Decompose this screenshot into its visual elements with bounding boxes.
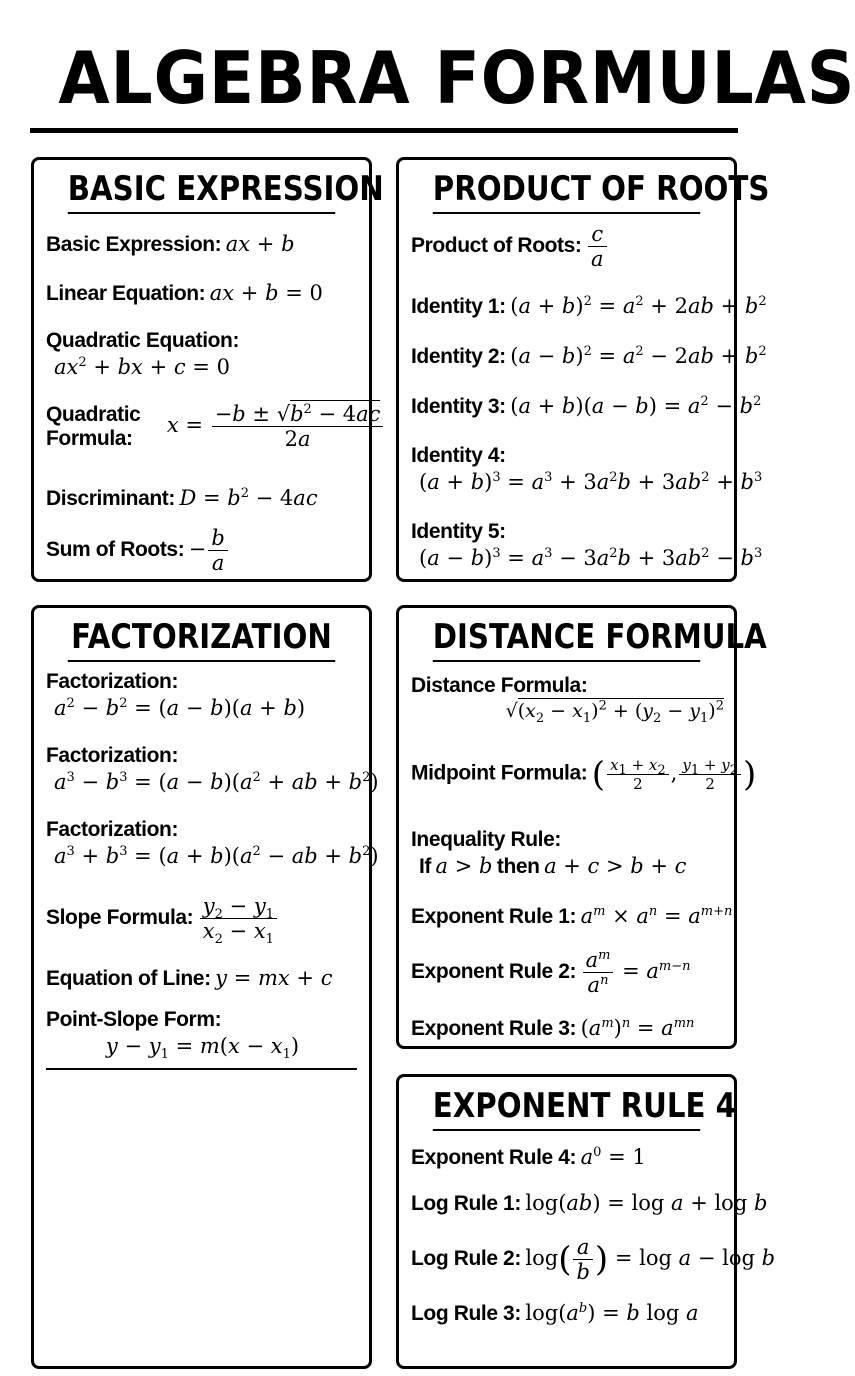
product-of-roots-row	[411, 222, 724, 271]
identity-3-row	[411, 394, 762, 419]
inequality-rule-label: Inequality Rule:	[411, 828, 561, 851]
card-heading: FACTORIZATION	[68, 614, 335, 662]
slope-formula-label: Slope Formula:	[46, 906, 194, 929]
exponent-rule-1-formula: $a^m \times a^n = a^{m+n}$	[580, 904, 733, 928]
equation-of-line-formula: y = mx + c	[215, 966, 333, 990]
card-heading: DISTANCE FORMULA	[433, 614, 700, 662]
factorization-3-row	[46, 818, 379, 868]
quadratic-formula-label-1: Quadratic	[46, 402, 141, 426]
factorization-2-formula: $a^3 - b^3 = (a - b)(a^2$ + ab + $b^2$)	[54, 770, 379, 794]
point-slope-label: Point-Slope Form:	[46, 1008, 222, 1031]
quadratic-equation-formula: $ax^2$ + bx + c = 0	[54, 355, 230, 379]
exponent-rule-3-formula: $(a^m)^n = a^{mn}$	[580, 1016, 695, 1040]
discriminant-row	[46, 486, 359, 511]
identity-1-label: Identity 1:	[411, 295, 506, 318]
identity-1-formula: $(a + b)^2 = a^2 + 2ab + b^2$	[510, 294, 767, 318]
identity-2-row	[411, 344, 767, 369]
page-title: ALGEBRA FORMULAS	[58, 36, 855, 120]
section-divider	[46, 1068, 357, 1070]
exponent-rule-4-row	[411, 1145, 724, 1170]
midpoint-formula-formula: ( $\frac{x_1 + x_2}{2}$ , $\frac{y_1 + y_2}{2}$ )	[591, 754, 757, 794]
sum-of-roots-row	[46, 526, 359, 575]
exponent-rule-1-row	[411, 904, 733, 929]
identity-3-label: Identity 3:	[411, 395, 506, 418]
identity-1-row	[411, 294, 767, 319]
log-rule-1-label: Log Rule 1:	[411, 1192, 521, 1215]
exponent-rule-1-label: Exponent Rule 1:	[411, 905, 577, 928]
quadratic-formula-formula: x = $\frac{-b \pm √b^2 - 4ac}{2a}$	[167, 413, 386, 437]
card-factorization	[31, 605, 379, 1369]
identity-4-formula: $(a + b)^3 = a^3 + 3a^2b + 3ab^2 + b^3$	[419, 470, 763, 494]
card-heading: EXPONENT RULE 4	[433, 1083, 700, 1131]
card-heading: BASIC EXPRESSION	[68, 166, 335, 214]
log-rule-1-row	[411, 1191, 768, 1216]
factorization-3-formula: $a^3 + b^3 = (a + b)(a^2$ − ab + $b^2$)	[54, 844, 379, 868]
exponent-rule-3-label: Exponent Rule 3:	[411, 1017, 577, 1040]
equation-of-line-label: Equation of Line:	[46, 967, 211, 990]
sum-of-roots-formula: − $\frac{b}{a}$	[189, 537, 230, 561]
basic-expression-label: Basic Expression:	[46, 233, 222, 256]
linear-equation-row	[46, 281, 359, 306]
log-rule-2-formula: log( $\frac{a}{b}$ ) = log a − log b	[525, 1235, 776, 1284]
product-of-roots-label: Product of Roots:	[411, 234, 582, 257]
factorization-1-row	[46, 670, 359, 720]
exponent-rule-2-label: Exponent Rule 2:	[411, 960, 577, 983]
factorization-2-row	[46, 744, 379, 794]
identity-2-label: Identity 2:	[411, 345, 506, 368]
discriminant-label: Discriminant:	[46, 487, 175, 510]
factorization-1-formula: $a^2 - b^2 = (a - b)(a + b)$	[54, 696, 306, 720]
midpoint-formula-label: Midpoint Formula:	[411, 761, 588, 785]
quadratic-formula-row	[46, 402, 381, 451]
log-rule-3-row	[411, 1301, 724, 1326]
factorization-2-label: Factorization:	[46, 744, 179, 767]
exponent-rule-2-row	[411, 948, 724, 997]
slope-formula-row	[46, 894, 359, 948]
basic-expression-row	[46, 232, 359, 257]
log-rule-3-label: Log Rule 3:	[411, 1302, 521, 1325]
log-rule-2-label: Log Rule 2:	[411, 1247, 521, 1270]
distance-formula-formula: $√(x_2 - x_1)^2 + (y_2 - y_1)^2$	[505, 698, 724, 726]
point-slope-formula: $y - y_1 = m(x - x_1)$	[105, 1034, 300, 1063]
basic-expression-formula: ax + b	[225, 232, 295, 256]
slope-formula-formula: $\frac{y_2 - y_1}{x_2 - x_1}$	[198, 905, 279, 929]
identity-4-row	[411, 444, 763, 494]
card-basic-expression	[31, 157, 384, 582]
quadratic-equation-row	[46, 329, 359, 379]
discriminant-formula: $D = b^2 - 4ac$	[179, 486, 318, 510]
log-rule-2-row	[411, 1235, 776, 1284]
identity-3-formula: $(a + b)(a - b) = a^2 - b^2$	[510, 394, 762, 418]
inequality-if: If	[419, 855, 432, 878]
identity-5-label: Identity 5:	[411, 520, 506, 543]
exponent-rule-3-row	[411, 1016, 724, 1041]
equation-of-line-row	[46, 966, 359, 991]
identity-5-row	[411, 520, 763, 570]
factorization-1-label: Factorization:	[46, 670, 179, 693]
exponent-rule-2-formula: $\frac{a^m}{a^n}$ = $a^{m-n}$	[581, 959, 691, 983]
inequality-then: then	[496, 855, 540, 878]
midpoint-formula-row	[411, 754, 757, 794]
identity-2-formula: $(a - b)^2 = a^2 - 2ab + b^2$	[510, 344, 767, 368]
log-rule-1-formula: log(ab) = log a + log b	[525, 1191, 768, 1215]
card-product-of-roots	[396, 157, 770, 582]
log-rule-3-formula: $\log(a^b) = b$ log a	[525, 1301, 699, 1325]
product-of-roots-formula: $\frac{c}{a}$	[586, 233, 609, 257]
identity-5-formula: $(a - b)^3 = a^3 - 3a^2b + 3ab^2 - b^3$	[419, 546, 763, 570]
title-divider	[30, 128, 738, 133]
card-distance-formula	[396, 605, 767, 1049]
linear-equation-formula: ax + b = 0	[209, 281, 323, 305]
linear-equation-label: Linear Equation:	[46, 282, 206, 305]
factorization-3-label: Factorization:	[46, 818, 179, 841]
exponent-rule-4-label: Exponent Rule 4:	[411, 1146, 577, 1169]
distance-formula-row	[411, 674, 724, 726]
card-heading: PRODUCT OF ROOTS	[433, 166, 700, 214]
distance-formula-label: Distance Formula:	[411, 674, 588, 697]
quadratic-formula-label-2: Formula:	[46, 426, 133, 450]
exponent-rule-4-formula: $a^0 = 1$	[580, 1145, 646, 1169]
sum-of-roots-label: Sum of Roots:	[46, 538, 185, 561]
card-exponent-rule-4	[396, 1074, 776, 1369]
inequality-rule-row	[411, 828, 724, 879]
quadratic-equation-label: Quadratic Equation:	[46, 329, 240, 352]
identity-4-label: Identity 4:	[411, 444, 506, 467]
inequality-rule-formula: If a > b then a + c > b + c	[419, 854, 687, 878]
point-slope-row	[46, 1008, 359, 1063]
